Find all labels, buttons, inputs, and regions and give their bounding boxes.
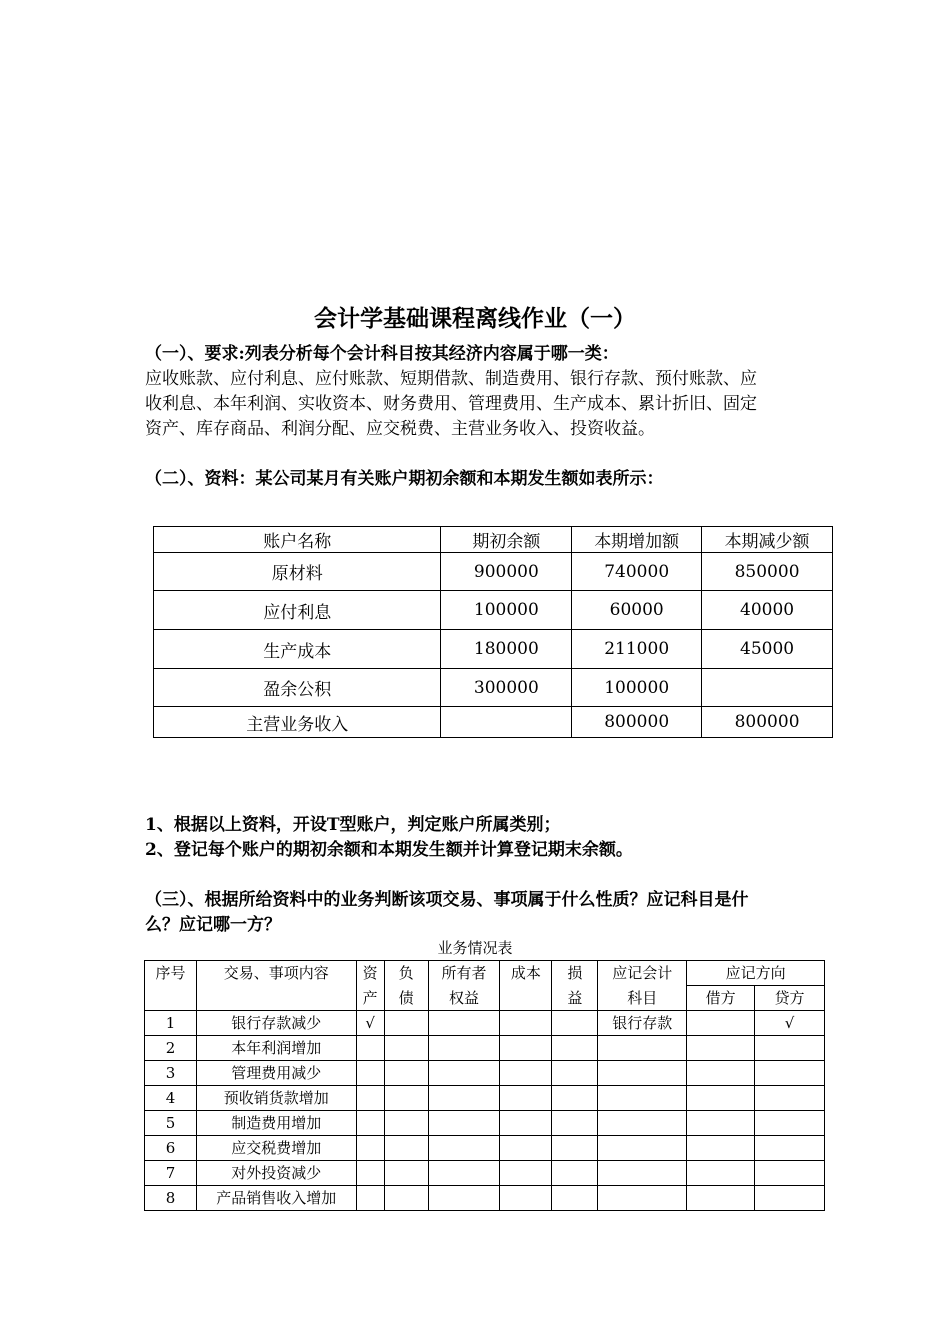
cell-subject xyxy=(598,1186,687,1211)
cell-credit xyxy=(755,1086,825,1111)
business-table xyxy=(144,960,825,1211)
table-row xyxy=(145,1136,825,1161)
cell-cost xyxy=(500,1186,552,1211)
cell-subject xyxy=(598,1111,687,1136)
header-subject-1: 应记会计 xyxy=(598,961,687,986)
task-2: 2、登记每个账户的期初余额和本期发生额并计算登记期末余额。 xyxy=(145,840,633,860)
increase: 740000 xyxy=(572,553,702,591)
cell-cost xyxy=(500,1061,552,1086)
decrease: 45000 xyxy=(702,630,833,669)
cell-debit xyxy=(687,1086,755,1111)
increase: 100000 xyxy=(572,669,702,707)
account-name: 原材料 xyxy=(154,553,441,591)
header-cost: 成本 xyxy=(500,961,552,1011)
cell-equity xyxy=(428,1011,500,1036)
task-1: 1、根据以上资料，开设T型账户，判定账户所属类别； xyxy=(145,815,561,835)
cell-credit xyxy=(755,1061,825,1086)
cell-liability xyxy=(384,1186,428,1211)
opening-balance xyxy=(441,707,572,738)
cell-pl xyxy=(552,1086,598,1111)
table-row xyxy=(154,591,833,630)
accounts-table xyxy=(153,526,833,738)
cell-seq: 1 xyxy=(145,1011,197,1036)
table-row xyxy=(154,553,833,591)
cell-subject xyxy=(598,1161,687,1186)
cell-pl xyxy=(552,1186,598,1211)
cell-seq: 3 xyxy=(145,1061,197,1086)
table-row xyxy=(154,669,833,707)
section1-line-3: 资产、库存商品、利润分配、应交税费、主营业务收入、投资收益。 xyxy=(145,419,655,439)
header-liability-2: 债 xyxy=(384,986,428,1011)
cell-debit xyxy=(687,1136,755,1161)
header-direction: 应记方向 xyxy=(687,961,825,986)
table-row xyxy=(145,1061,825,1086)
cell-content: 对外投资减少 xyxy=(196,1161,356,1186)
cell-pl xyxy=(552,1111,598,1136)
cell-pl xyxy=(552,1161,598,1186)
cell-equity xyxy=(428,1161,500,1186)
cell-credit xyxy=(755,1036,825,1061)
account-name: 应付利息 xyxy=(154,591,441,630)
cell-equity xyxy=(428,1061,500,1086)
cell-content: 预收销货款增加 xyxy=(196,1086,356,1111)
cell-equity xyxy=(428,1136,500,1161)
increase: 60000 xyxy=(572,591,702,630)
cell-asset xyxy=(356,1111,384,1136)
cell-content: 产品销售收入增加 xyxy=(196,1186,356,1211)
cell-seq: 6 xyxy=(145,1136,197,1161)
cell-subject xyxy=(598,1136,687,1161)
cell-subject xyxy=(598,1061,687,1086)
decrease xyxy=(702,669,833,707)
table-row xyxy=(145,1086,825,1111)
cell-asset xyxy=(356,1186,384,1211)
cell-liability xyxy=(384,1111,428,1136)
increase: 800000 xyxy=(572,707,702,738)
table-row xyxy=(145,1111,825,1136)
section3-line-1: （三）、根据所给资料中的业务判断该项交易、事项属于什么性质？应记科目是什 xyxy=(145,890,749,910)
header-opening-balance: 期初余额 xyxy=(441,527,572,553)
cell-debit xyxy=(687,1036,755,1061)
cell-liability xyxy=(384,1161,428,1186)
cell-seq: 2 xyxy=(145,1036,197,1061)
account-name: 生产成本 xyxy=(154,630,441,669)
header-equity-2: 权益 xyxy=(428,986,500,1011)
header-decrease: 本期减少额 xyxy=(702,527,833,553)
header-increase: 本期增加额 xyxy=(572,527,702,553)
cell-liability xyxy=(384,1061,428,1086)
cell-cost xyxy=(500,1086,552,1111)
biz-header-row-1 xyxy=(145,961,825,986)
header-credit: 贷方 xyxy=(755,986,825,1011)
header-content: 交易、事项内容 xyxy=(196,961,356,1011)
section1-line-1: 应收账款、应付利息、应付账款、短期借款、制造费用、银行存款、预付账款、应 xyxy=(145,369,757,389)
cell-debit xyxy=(687,1061,755,1086)
cell-asset: √ xyxy=(356,1011,384,1036)
table-row xyxy=(154,707,833,738)
section3-line-2: 么？应记哪一方？ xyxy=(145,915,281,935)
cell-credit xyxy=(755,1161,825,1186)
cell-liability xyxy=(384,1036,428,1061)
table-row xyxy=(145,1161,825,1186)
header-liability-1: 负 xyxy=(384,961,428,986)
cell-content: 管理费用减少 xyxy=(196,1061,356,1086)
cell-equity xyxy=(428,1086,500,1111)
cell-debit xyxy=(687,1186,755,1211)
cell-cost xyxy=(500,1111,552,1136)
opening-balance: 100000 xyxy=(441,591,572,630)
table-row xyxy=(154,630,833,669)
cell-subject xyxy=(598,1086,687,1111)
cell-pl xyxy=(552,1136,598,1161)
biz-table-caption: 业务情况表 xyxy=(437,939,513,957)
cell-subject: 银行存款 xyxy=(598,1011,687,1036)
account-name: 主营业务收入 xyxy=(154,707,441,738)
cell-content: 本年利润增加 xyxy=(196,1036,356,1061)
decrease: 850000 xyxy=(702,553,833,591)
header-pl-2: 益 xyxy=(552,986,598,1011)
cell-asset xyxy=(356,1136,384,1161)
opening-balance: 180000 xyxy=(441,630,572,669)
cell-pl xyxy=(552,1011,598,1036)
cell-debit xyxy=(687,1011,755,1036)
cell-seq: 4 xyxy=(145,1086,197,1111)
cell-credit xyxy=(755,1186,825,1211)
decrease: 800000 xyxy=(702,707,833,738)
section1-line-2: 收利息、本年利润、实收资本、财务费用、管理费用、生产成本、累计折旧、固定 xyxy=(145,394,757,414)
cell-equity xyxy=(428,1036,500,1061)
increase: 211000 xyxy=(572,630,702,669)
cell-liability xyxy=(384,1011,428,1036)
cell-cost xyxy=(500,1011,552,1036)
cell-content: 银行存款减少 xyxy=(196,1011,356,1036)
header-equity-1: 所有者 xyxy=(428,961,500,986)
cell-seq: 8 xyxy=(145,1186,197,1211)
table-row xyxy=(145,1036,825,1061)
cell-pl xyxy=(552,1061,598,1086)
cell-credit: √ xyxy=(755,1011,825,1036)
table-row xyxy=(145,1011,825,1036)
cell-cost xyxy=(500,1136,552,1161)
header-seq: 序号 xyxy=(145,961,197,1011)
cell-liability xyxy=(384,1136,428,1161)
header-subject-2: 科目 xyxy=(598,986,687,1011)
accounts-header-row xyxy=(154,527,833,553)
cell-credit xyxy=(755,1111,825,1136)
decrease: 40000 xyxy=(702,591,833,630)
header-asset-2: 产 xyxy=(356,986,384,1011)
cell-seq: 5 xyxy=(145,1111,197,1136)
business-table-body xyxy=(145,1011,825,1211)
header-asset-1: 资 xyxy=(356,961,384,986)
cell-asset xyxy=(356,1086,384,1111)
cell-content: 制造费用增加 xyxy=(196,1111,356,1136)
cell-equity xyxy=(428,1111,500,1136)
opening-balance: 300000 xyxy=(441,669,572,707)
cell-credit xyxy=(755,1136,825,1161)
cell-asset xyxy=(356,1161,384,1186)
cell-debit xyxy=(687,1111,755,1136)
cell-pl xyxy=(552,1036,598,1061)
section2-heading: （二）、资料：某公司某月有关账户期初余额和本期发生额如表所示： xyxy=(145,469,664,489)
page-title: 会计学基础课程离线作业（一） xyxy=(314,305,636,332)
cell-cost xyxy=(500,1036,552,1061)
header-account-name: 账户名称 xyxy=(154,527,441,553)
header-pl-1: 损 xyxy=(552,961,598,986)
cell-subject xyxy=(598,1036,687,1061)
section1-heading: （一）、要求:列表分析每个会计科目按其经济内容属于哪一类： xyxy=(145,344,619,364)
cell-cost xyxy=(500,1161,552,1186)
cell-seq: 7 xyxy=(145,1161,197,1186)
cell-asset xyxy=(356,1036,384,1061)
cell-content: 应交税费增加 xyxy=(196,1136,356,1161)
opening-balance: 900000 xyxy=(441,553,572,591)
cell-debit xyxy=(687,1161,755,1186)
cell-liability xyxy=(384,1086,428,1111)
account-name: 盈余公积 xyxy=(154,669,441,707)
cell-asset xyxy=(356,1061,384,1086)
table-row xyxy=(145,1186,825,1211)
cell-equity xyxy=(428,1186,500,1211)
header-debit: 借方 xyxy=(687,986,755,1011)
